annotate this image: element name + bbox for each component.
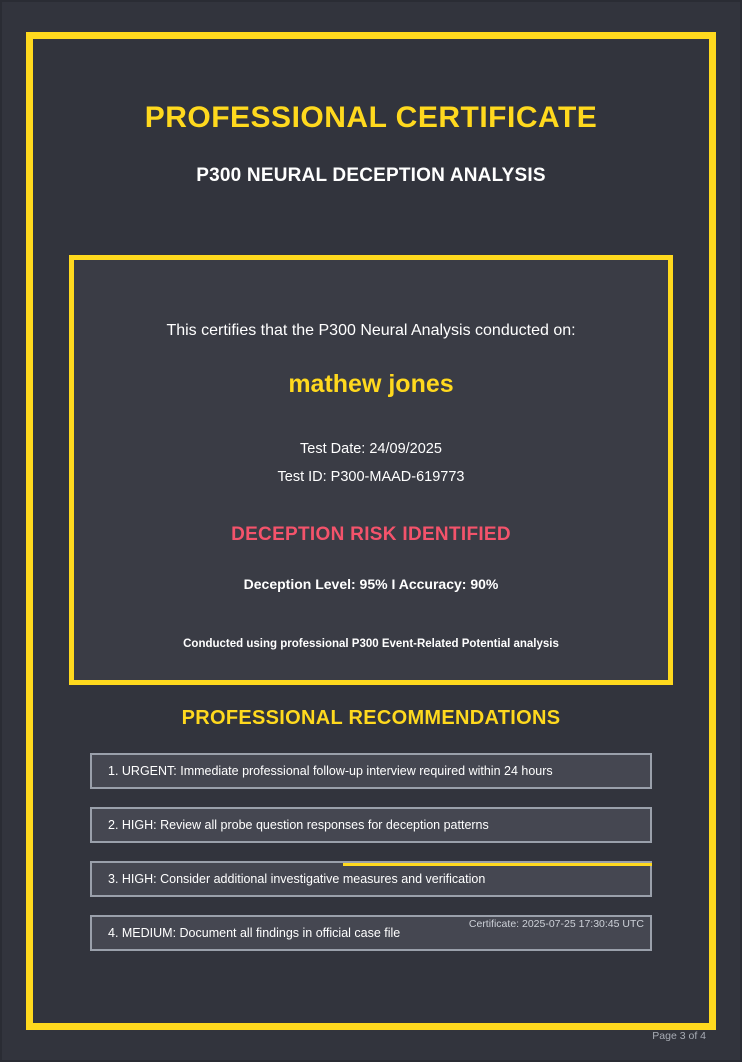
- certificate-detail-box: [69, 255, 673, 685]
- test-meta: [94, 435, 648, 492]
- test-date: Test Date: 24/09/2025: [300, 441, 442, 457]
- subject-name: mathew jones: [288, 370, 454, 398]
- test-id: Test ID: P300-MAAD-619773: [277, 469, 465, 486]
- risk-status-badge: DECEPTION RISK IDENTIFIED: [231, 523, 511, 545]
- certificate-content: [33, 39, 709, 1023]
- recommendations-title: PROFESSIONAL RECOMMENDATIONS: [181, 707, 561, 729]
- method-note: Conducted using professional P300 Event-Related Potential analysis: [183, 637, 559, 650]
- certificate-detail-content: [74, 322, 668, 650]
- certifies-statement: This certifies that the P300 Neural Analysis conducted on:: [166, 322, 576, 339]
- list-item: 2. HIGH: Review all probe question responses for deception patterns: [90, 807, 652, 843]
- certificate-stamp: Certificate: 2025-07-25 17:30:45 UTC: [468, 918, 644, 930]
- list-item: 1. URGENT: Immediate professional follow-up interview required within 24 hours: [90, 753, 652, 789]
- deception-metrics: Deception Level: 95% I Accuracy: 90%: [243, 575, 499, 592]
- certificate-outer-border: [26, 32, 716, 1030]
- list-item: 4. MEDIUM: Document all findings in official case file: [90, 915, 652, 951]
- page-number: Page 3 of 4: [652, 1030, 706, 1042]
- certificate-title: PROFESSIONAL CERTIFICATE: [144, 101, 598, 134]
- accent-divider: [343, 863, 652, 866]
- certificate-subtitle: P300 NEURAL DECEPTION ANALYSIS: [196, 165, 546, 186]
- recommendations-list: [90, 753, 652, 969]
- list-item: 3. HIGH: Consider additional investigative measures and verification: [90, 861, 652, 897]
